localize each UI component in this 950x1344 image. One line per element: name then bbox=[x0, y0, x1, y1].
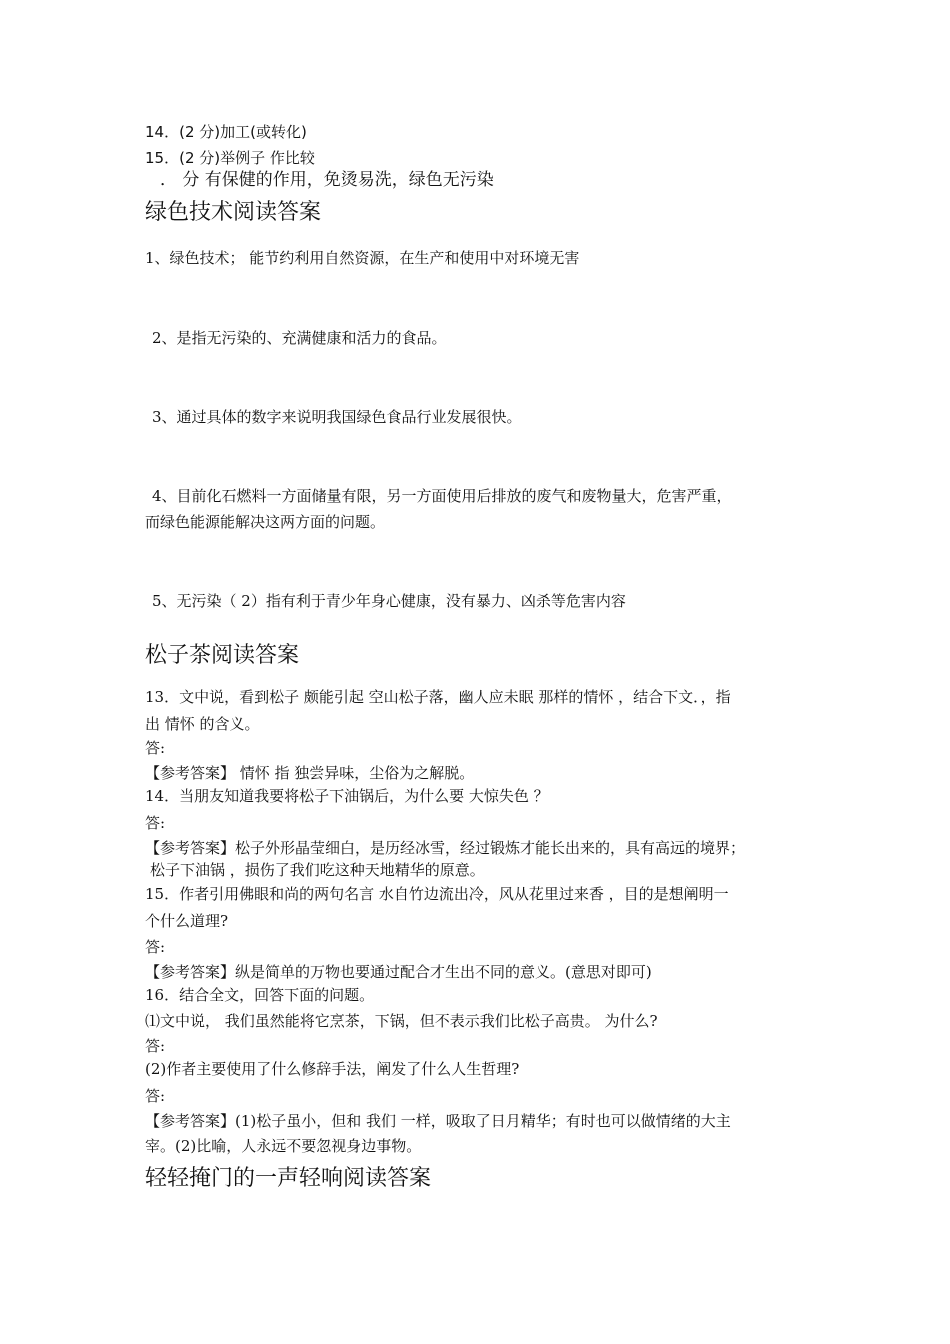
top-answer-14: 14．(2 分)加工(或转化) bbox=[145, 123, 307, 141]
pine-reference-16-line1: 【参考答案】(1)松子虽小，但和 我们 一样，吸取了日月精华；有时也可以做情绪的大主 bbox=[145, 1112, 731, 1130]
section-title-next: 轻轻掩门的一声轻响阅读答案 bbox=[145, 1166, 432, 1191]
section-title-green-tech: 绿色技术阅读答案 bbox=[145, 200, 322, 225]
answer-label: 答: bbox=[145, 814, 166, 832]
pine-question-15-line2: 个什么道理? bbox=[145, 912, 229, 930]
top-answer-16: ． 分 有保健的作用，免烫易洗，绿色无污染 bbox=[160, 170, 494, 190]
answer-label: 答: bbox=[145, 1037, 166, 1055]
answer-label: 答: bbox=[145, 739, 166, 757]
pine-reference-13: 【参考答案】 情怀 指 独尝异味，尘俗为之解脱。 bbox=[145, 764, 475, 782]
pine-question-13-line2: 出 情怀 的含义。 bbox=[145, 715, 260, 733]
pine-question-16-2: (2)作者主要使用了什么修辞手法，阐发了什么人生哲理? bbox=[145, 1060, 520, 1078]
pine-question-13-line1: 13．文中说，看到松子 颇能引起 空山松子落，幽人应未眠 那样的情怀 ，结合下文．，指 bbox=[145, 688, 731, 706]
answer-label: 答: bbox=[145, 938, 166, 956]
pine-question-14: 14．当朋友知道我要将松子下油锅后，为什么要 大惊失色 ？ bbox=[145, 787, 549, 805]
green-tech-answer-1: 1、绿色技术； 能节约利用自然资源，在生产和使用中对环境无害 bbox=[145, 249, 580, 267]
pine-reference-14-line2: 松子下油锅 ，损伤了我们吃这种天地精华的原意。 bbox=[150, 861, 485, 879]
green-tech-answer-2: 2、是指无污染的、充满健康和活力的食品。 bbox=[152, 329, 447, 347]
green-tech-answer-4-line1: 4、目前化石燃料一方面储量有限，另一方面使用后排放的废气和废物量大，危害严重， bbox=[152, 487, 732, 505]
pine-question-15-line1: 15．作者引用佛眼和尚的两句名言 水自竹边流出冷，风从花里过来香 ，目的是想阐明一 bbox=[145, 885, 729, 903]
pine-reference-16-line2: 宰。(2)比喻，人永远不要忽视身边事物。 bbox=[145, 1137, 422, 1155]
top-answer-15: 15．(2 分)举例子 作比较 bbox=[145, 149, 315, 167]
answer-label: 答: bbox=[145, 1087, 166, 1105]
green-tech-answer-5: 5、无污染（ 2）指有利于青少年身心健康，没有暴力、凶杀等危害内容 bbox=[152, 592, 626, 610]
section-title-pine-tea: 松子茶阅读答案 bbox=[145, 643, 300, 668]
pine-reference-14-line1: 【参考答案】松子外形晶莹细白，是历经冰雪，经过锻炼才能长出来的，具有高远的境界； bbox=[145, 839, 746, 857]
green-tech-answer-3: 3、通过具体的数字来说明我国绿色食品行业发展很快。 bbox=[152, 408, 522, 426]
pine-reference-15: 【参考答案】纵是简单的万物也要通过配合才生出不同的意义。(意思对即可) bbox=[145, 963, 652, 981]
pine-question-16-1: ⑴文中说， 我们虽然能将它烹茶，下锅，但不表示我们比松子高贵。 为什么? bbox=[145, 1012, 658, 1030]
green-tech-answer-4-line2: 而绿色能源能解决这两方面的问题。 bbox=[145, 513, 386, 531]
pine-question-16: 16．结合全文，回答下面的问题。 bbox=[145, 986, 375, 1004]
